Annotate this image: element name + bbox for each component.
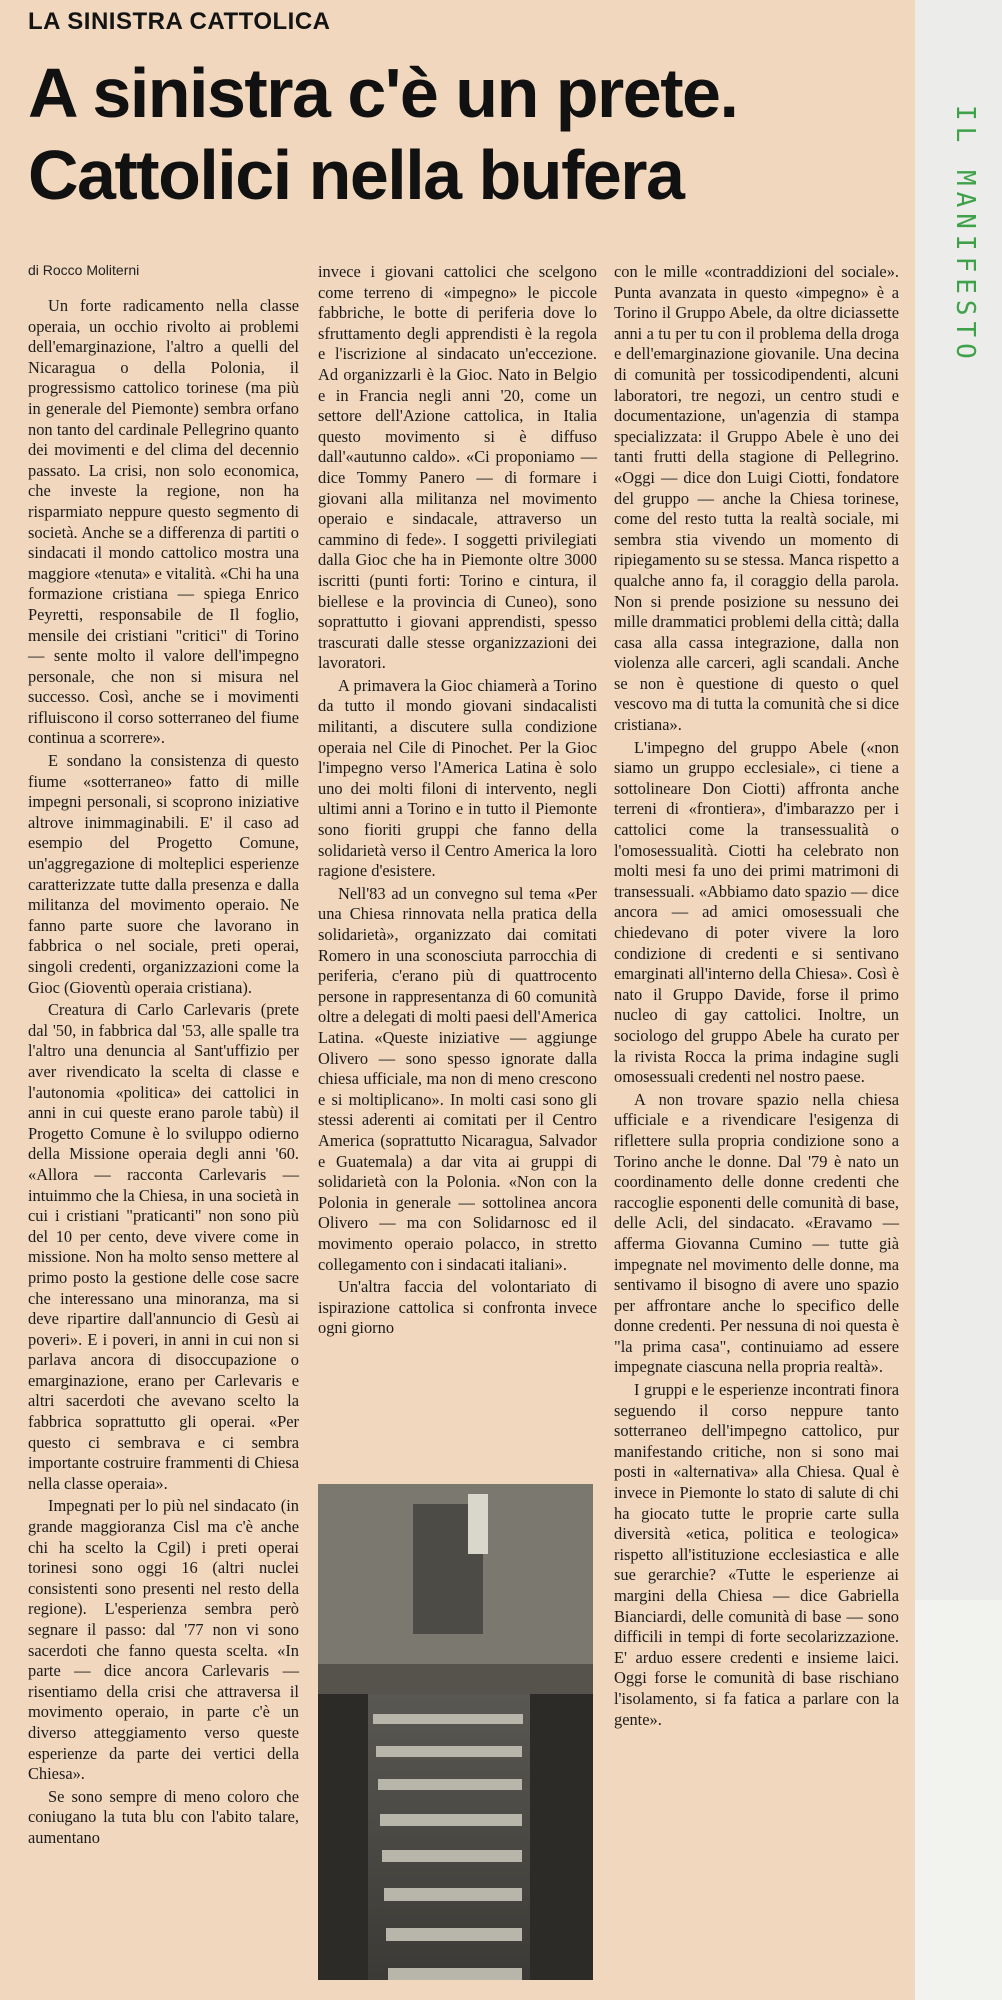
paragraph: I gruppi e le esperienze incontrati finora seguendo il corso neppure tanto sotterraneo dell'impegno cattolico, pur manifestando critiche, non si sono mai posti in «alternativa» alla Chiesa. Qual è invece in Piemonte lo stato di salute di chi ha giocato tutte le proprie carte sulla diversità «etica, politica e teologica» rispetto all'istituzione ecclesiastica e alle sue gerarchie? «Tutte le esperienze ai margini della Chiesa — dice Gabriella Bianciardi, delle comunità di base — sono difficili in tempi di forte secolarizzazione. E' arduo essere credenti e insieme laici. Oggi forse le comunità di base rischiano l'isolamento, si fa fatica a parlare con la gente». <box>614 1380 899 1729</box>
paragraph: Creatura di Carlo Carlevaris (prete dal '50, in fabbrica dal '53, alle spalle tra l'altro una denuncia al Sant'uffizio per aver rivendicato la scelta di classe e l'autonomia «politica» dei cattolici in anni in cui queste erano parole tabù) il Progetto Comune è lo sviluppo odierno della Missione operaia degli anni '60. «Allora — racconta Carlevaris — intuimmo che la Chiesa, in una società in cui i cristiani "praticanti" non sono più del 10 per cento, deve vivere come in missione. Non ha molto senso mettere al primo posto la gestione delle cose sacre che interessano una minoranza, ma si deve ripartire dall'annuncio di Gesù ai poveri». E i poveri, in anni in cui non si parlava ancora di disoccupazione o emarginazione, erano per Carlevaris e altri sacerdoti che avevano scelto la fabbrica soprattutto gli operai. «Per questo ci sembrava e ci sembra importante costruire frammenti di Chiesa nella classe operaia». <box>28 1000 299 1493</box>
paragraph: Un'altra faccia del volontariato di ispirazione cattolica si confronta invece ogni giorno <box>318 1277 597 1338</box>
article-column-1 <box>28 296 299 1849</box>
source-note-text: IL MANIFESTO <box>950 105 980 365</box>
handwritten-source-note <box>950 105 990 405</box>
staircase-photo <box>318 1484 593 1980</box>
paragraph: A non trovare spazio nella chiesa ufficiale e a rivendicare l'esigenza di riflettere sulla propria condizione sono a Torino anche le donne. Dal '79 è nato un coordinamento delle donne credenti che raccoglie esponenti delle comunità di base, delle Acli, del sindacato. «Eravamo — afferma Giovanna Cumino — tutte già impegnate nel movimento delle donne, ma sentivamo il bisogno di avere uno spazio per affrontare anche lo specifico delle donne credenti. Per nessuna di noi questa è "la prima casa", continuiamo ad essere impegnate ciascuna nella propria realtà». <box>614 1089 899 1377</box>
byline: di Rocco Moliterni <box>28 262 140 278</box>
article-column-2 <box>318 262 597 1339</box>
section-kicker: LA SINISTRA CATTOLICA <box>28 8 331 35</box>
paragraph: Impegnati per lo più nel sindacato (in grande maggioranza Cisl ma c'è anche chi ha scelto la Cgil) i preti operai torinesi sono oggi 16 (altri nuclei consistenti sono presenti nel resto della regione). L'esperienza sembra però segnare il passo: dal '77 non vi sono sacerdoti che fanno questa scelta. «In parte — dice ancora Carlevaris — risentiamo della crisi che attraversa il movimento operaio, in parte c'è un diverso atteggiamento verso queste esperienze da parte dei vertici della Chiesa». <box>28 1496 299 1784</box>
paragraph: Un forte radicamento nella classe operaia, un occhio rivolto ai problemi dell'emarginazione, l'altro a quelli del Nicaragua o della Polonia, il progressismo cattolico torinese (ma più in generale del Piemonte) sembra orfano non tanto del cardinale Pellegrino quanto dei movimenti e del clima del decennio passato. La crisi, non solo economica, che investe la regione, non ha risparmiato neppure questo segmento di società. Anche se a differenza di partiti o sindacati il mondo cattolico mostra una maggiore «tenuta» e vitalità. «Chi ha una formazione cristiana — spiega Enrico Peyretti, responsabile de Il foglio, mensile dei cristiani "critici" di Torino — sente molto il valore dell'impegno personale, che non si misura nel successo. Così, anche se i movimenti rifluiscono il corso sotterraneo del fiume continua a scorrere». <box>28 296 299 748</box>
paragraph: A primavera la Gioc chiamerà a Torino da tutto il mondo giovani sindacalisti militanti, a discutere sulla condizione operaia nel Cile di Pinochet. Per la Gioc l'impegno verso l'America Latina è solo uno dei molti filoni di intervento, negli ultimi anni a Torino e in tutto il Piemonte sono fioriti gruppi che fanno della solidarietà verso il Centro America la loro ragione d'esistere. <box>318 675 597 881</box>
headline-line-1: A sinistra c'è un prete. <box>28 54 738 132</box>
paragraph: L'impegno del gruppo Abele («non siamo un gruppo ecclesiale», ci tiene a sottolineare Don Ciotti) affronta anche terreni di «frontiera», d'imbarazzo per i cattolici come la transessualità o l'omosessualità. Ciotti ha celebrato non molti mesi fa uno dei primi matrimoni di transessuali. «Abbiamo dato spazio — dice ancora — ad amici omosessuali che chiedevano di poter vivere la loro condizione di credenti e si sentivano emarginati all'interno della Chiesa». Così è nato il Gruppo Davide, forse il primo nucleo di gay cattolici. Inoltre, un sociologo del gruppo Abele ha curato per la rivista Rocca la prima indagine sugli omosessuali credenti nel nostro paese. <box>614 737 899 1087</box>
headline-line-2: Cattolici nella bufera <box>28 136 684 214</box>
headline <box>28 52 898 216</box>
paragraph: con le mille «contraddizioni del sociale». Punta avanzata in questo «impegno» è a Torino il Gruppo Abele, da oltre diciassette anni a tu per tu con il problema della droga e dell'emarginazione giovanile. Una decina di comunità per tossicodipendenti, alcuni laboratori, tre negozi, un centro studi e documentazione, un'agenzia di stampa specializzata: il Gruppo Abele è uno dei tanti frutti della stagione di Pellegrino. «Oggi — dice don Luigi Ciotti, fondatore del gruppo — anche la Chiesa torinese, come del resto tutta la realtà sociale, mi sembra stia vivendo un momento di ripiegamento su se stessa. Manca rispetto a qualche anno fa, il coraggio della parola. Non si prende posizione su nessuno dei mille drammatici problemi della città; dalla casa alla cassa integrazione, dalla non violenza alle carceri, agli scandali. Anche se non è questione di questo o quel vescovo ma di tutta la comunità che si dice cristiana». <box>614 262 899 735</box>
paragraph: Se sono sempre di meno coloro che coniugano la tuta blu con l'abito talare, aumentano <box>28 1786 299 1847</box>
paragraph: Nell'83 ad un convegno sul tema «Per una Chiesa rinnovata nella pratica della solidarietà», organizzato dai comitati Romero in una sconosciuta parrocchia di periferia, c'erano più di quattrocento persone in rappresentanza di 60 comunità oltre a delegati di molti paesi dell'America Latina. «Queste iniziative — aggiunge Olivero — sono spesso ignorate dalla chiesa ufficiale, ma non di meno crescono e si moltiplicano». In molti casi sono gli stessi aderenti ai comitati per il Centro America (soprattutto Nicaragua, Salvador e Guatemala) a dar vita ai gruppi di solidarietà con la Polonia. «Non con la Polonia in generale — sottolinea ancora Olivero — ma con Solidarnosc ed il movimento operaio polacco, in stretto collegamento con i sindacati italiani». <box>318 883 597 1274</box>
paragraph: invece i giovani cattolici che scelgono come terreno di «impegno» le piccole fabbriche, le botte di periferia dove lo sfruttamento degli apprendisti è la regola e l'iscrizione al sindacato un'eccezione. Ad organizzarli è la Gioc. Nato in Belgio e in Francia negli anni '20, come un settore dell'Azione cattolica, in Italia questo movimento si è diffuso dall'«autunno caldo». «Ci proponiamo — dice Tommy Panero — di formare i giovani alla militanza nel movimento operaio e sindacale, attraverso un cammino di fede». I soggetti privilegiati dalla Gioc che ha in Piemonte oltre 3000 iscritti (punti forti: Torino e cintura, il biellese e la provincia di Cuneo), sono soprattutto i giovani apprendisti, spesso trascurati dalle stesse organizzazioni dei lavoratori. <box>318 262 597 673</box>
article-photo <box>318 1484 593 1980</box>
article-column-3 <box>614 262 899 1730</box>
paragraph: E sondano la consistenza di questo fiume «sotterraneo» fatto di mille impegni personali, si scoprono iniziative altrove inimmaginabili. E' il caso ad esempio del Progetto Comune, un'aggregazione di molteplici esperienze caratterizzate tutte dalla presenza e dalla militanza del movimento operaio. Ne fanno parte suore che lavorano in fabbrica o nel sociale, preti operai, singoli credenti, organizzazioni come la Gioc (Gioventù operaia cristiana). <box>28 751 299 997</box>
